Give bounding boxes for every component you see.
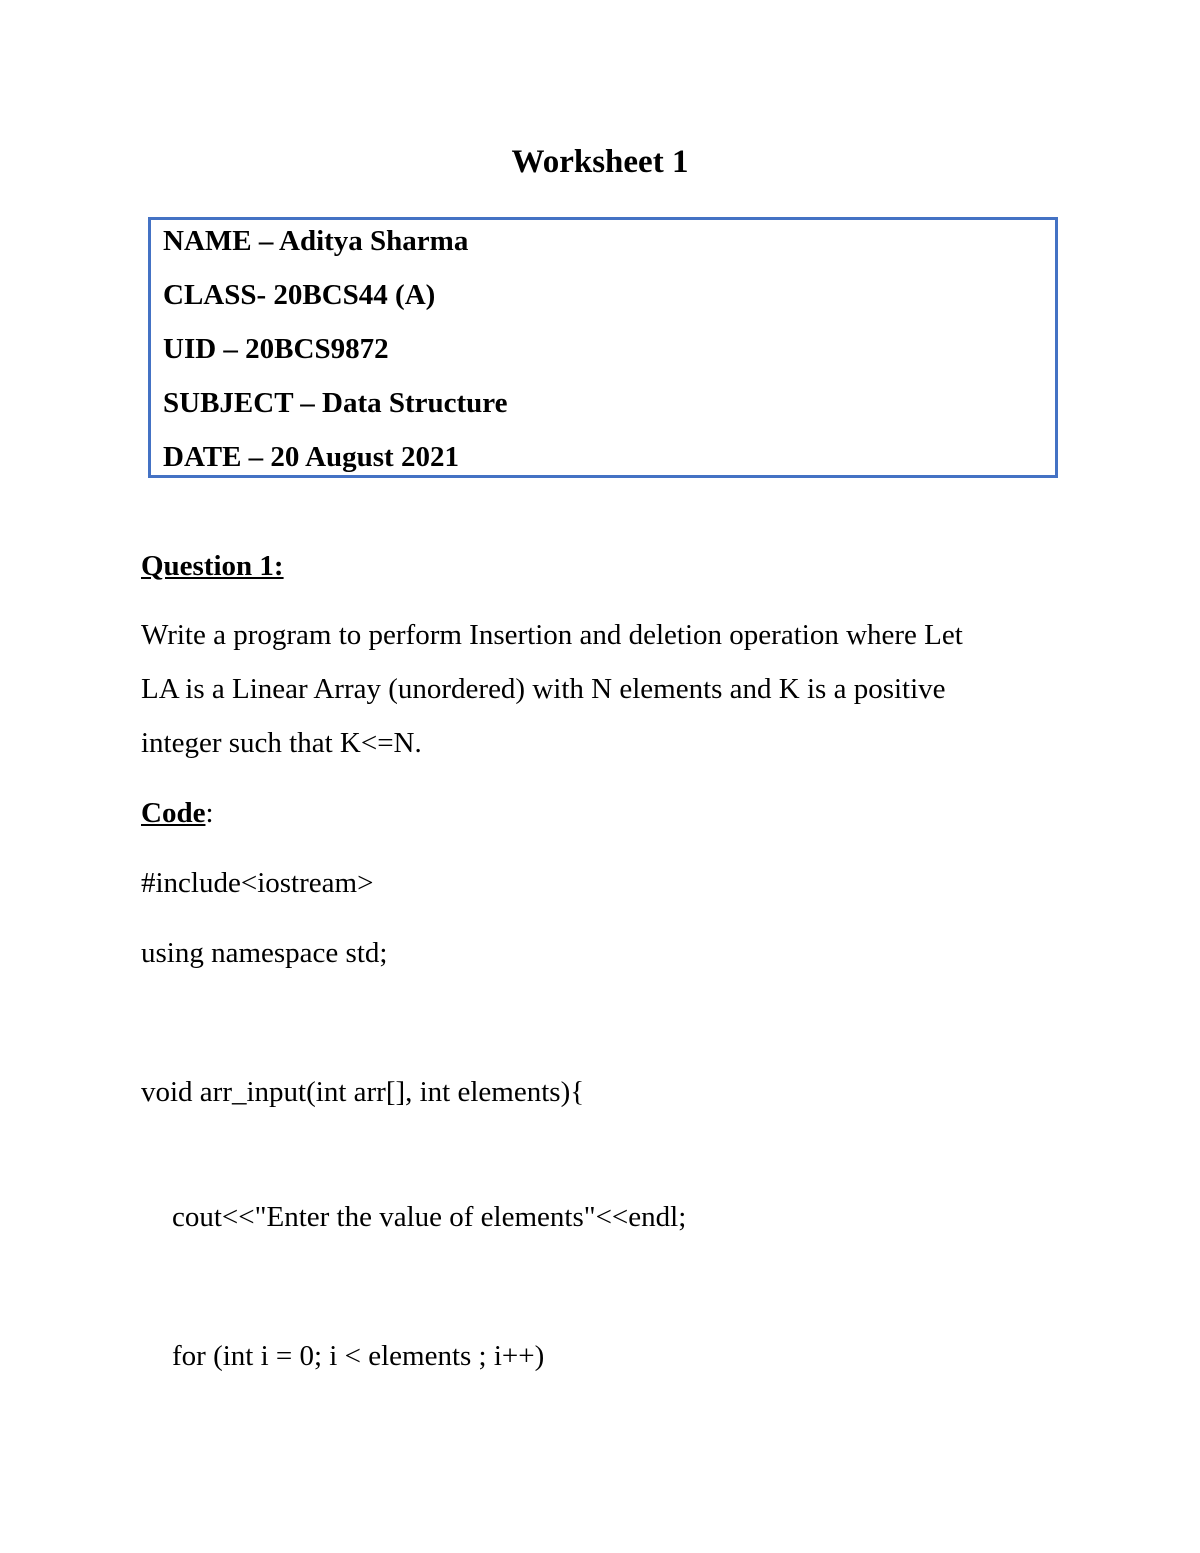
code-heading: Code <box>141 797 206 829</box>
worksheet-title: Worksheet 1 <box>511 144 689 180</box>
question-text-line: LA is a Linear Array (unordered) with N elements and K is a positive <box>141 673 946 705</box>
question-heading: Question 1: <box>141 550 284 582</box>
code-line: #include<iostream> <box>141 867 374 899</box>
code-line: using namespace std; <box>141 937 388 969</box>
student-info-box <box>148 217 1058 478</box>
question-text-line: integer such that K<=N. <box>141 727 422 759</box>
code-heading-colon: : <box>205 797 214 829</box>
question-text-line: Write a program to perform Insertion and deletion operation where Let <box>141 619 963 651</box>
student-uid: UID – 20BCS9872 <box>163 333 389 365</box>
date: DATE – 20 August 2021 <box>163 441 459 473</box>
code-line: cout<<"Enter the value of elements"<<endl; <box>172 1201 687 1233</box>
subject: SUBJECT – Data Structure <box>163 387 508 419</box>
code-heading-line <box>141 795 214 831</box>
code-line: for (int i = 0; i < elements ; i++) <box>172 1340 545 1372</box>
code-line: void arr_input(int arr[], int elements){ <box>141 1076 585 1108</box>
student-class: CLASS- 20BCS44 (A) <box>163 279 436 311</box>
student-name: NAME – Aditya Sharma <box>163 225 469 257</box>
